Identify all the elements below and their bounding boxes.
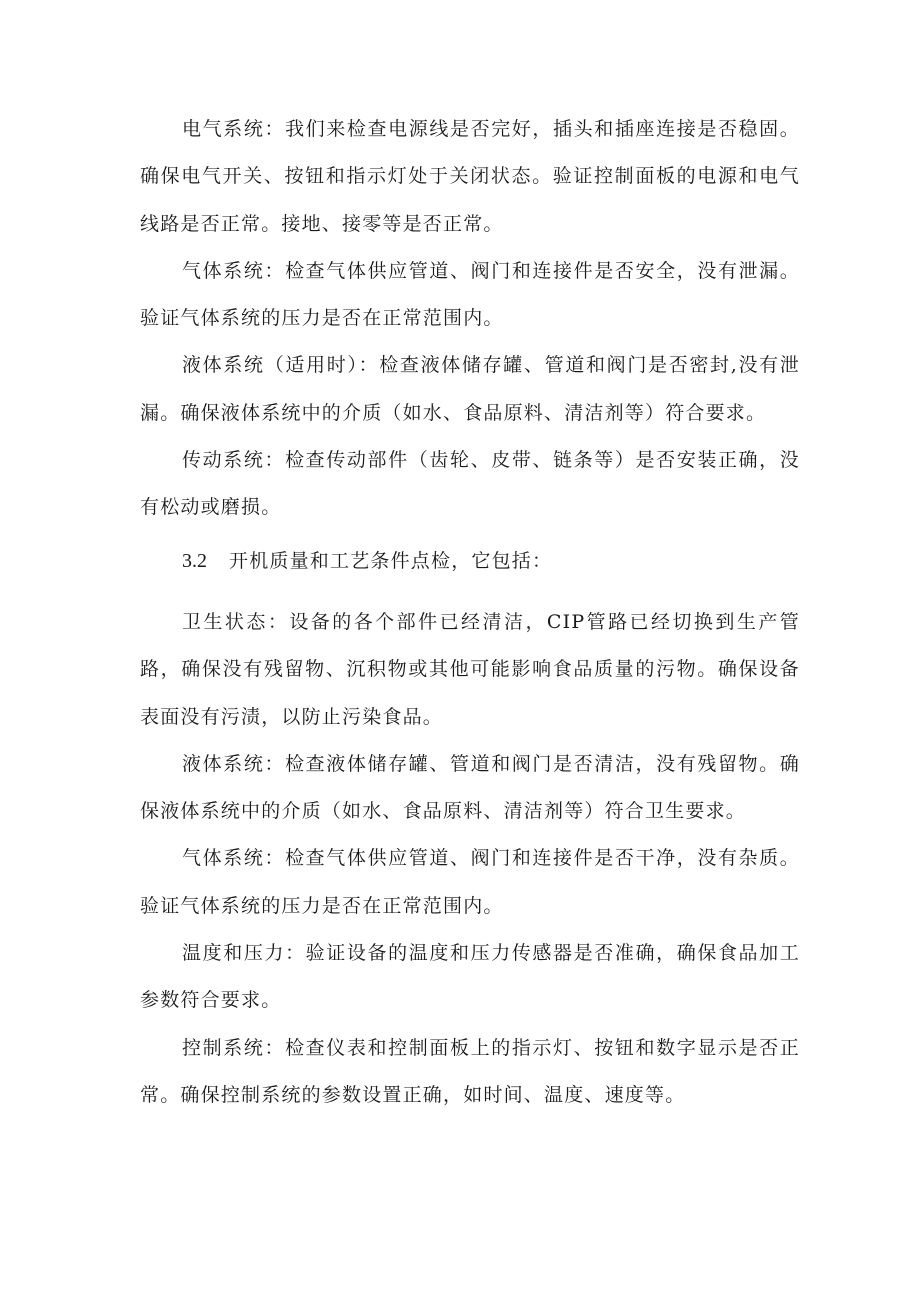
paragraph-liquid-system: 液体系统（适用时）：检查液体储存罐、管道和阀门是否密封,没有泄漏。确保液体系统中的介质（如水、食品原料、清洁剂等）符合要求。	[140, 354, 800, 424]
paragraph-control-system: 控制系统：检查仪表和控制面板上的指示灯、按钮和数字显示是否正常。确保控制系统的参数设置正确，如时间、温度、速度等。	[140, 1036, 800, 1106]
section-heading	[140, 532, 800, 599]
paragraph-gas-system-cleanliness: 气体系统：检查气体供应管道、阀门和连接件是否干净，没有杂质。验证气体系统的压力是否在正常范围内。	[140, 847, 800, 917]
paragraph-gas-system: 气体系统：检查气体供应管道、阀门和连接件是否安全，没有泄漏。验证气体系统的压力是否在正常范围内。	[140, 259, 800, 330]
section-title: 开机质量和工艺条件点检，它包括：	[229, 549, 553, 572]
section-number: 3.2	[182, 549, 207, 572]
paragraph-electrical-system: 电气系统：我们来检查电源线是否完好，插头和插座连接是否稳固。确保电气开关、按钮和指示灯处于关闭状态。验证控制面板的电源和电气线路是否正常。接地、接零等是否正常。	[140, 118, 800, 235]
paragraph-liquid-system-hygiene: 液体系统：检查液体储存罐、管道和阀门是否清洁，没有残留物。确保液体系统中的介质（如水、食品原料、清洁剂等）符合卫生要求。	[140, 752, 800, 823]
paragraph-temperature-pressure: 温度和压力：验证设备的温度和压力传感器是否准确，确保食品加工参数符合要求。	[140, 942, 800, 1012]
paragraph-transmission-system: 传动系统：检查传动部件（齿轮、皮带、链条等）是否安装正确，没有松动或磨损。	[140, 449, 800, 519]
paragraph-hygiene-status: 卫生状态：设备的各个部件已经清洁，CIP管路已经切换到生产管路，确保没有残留物、沉积物或其他可能影响食品质量的污物。确保设备表面没有污渍，以防止污染食品。	[140, 610, 800, 728]
